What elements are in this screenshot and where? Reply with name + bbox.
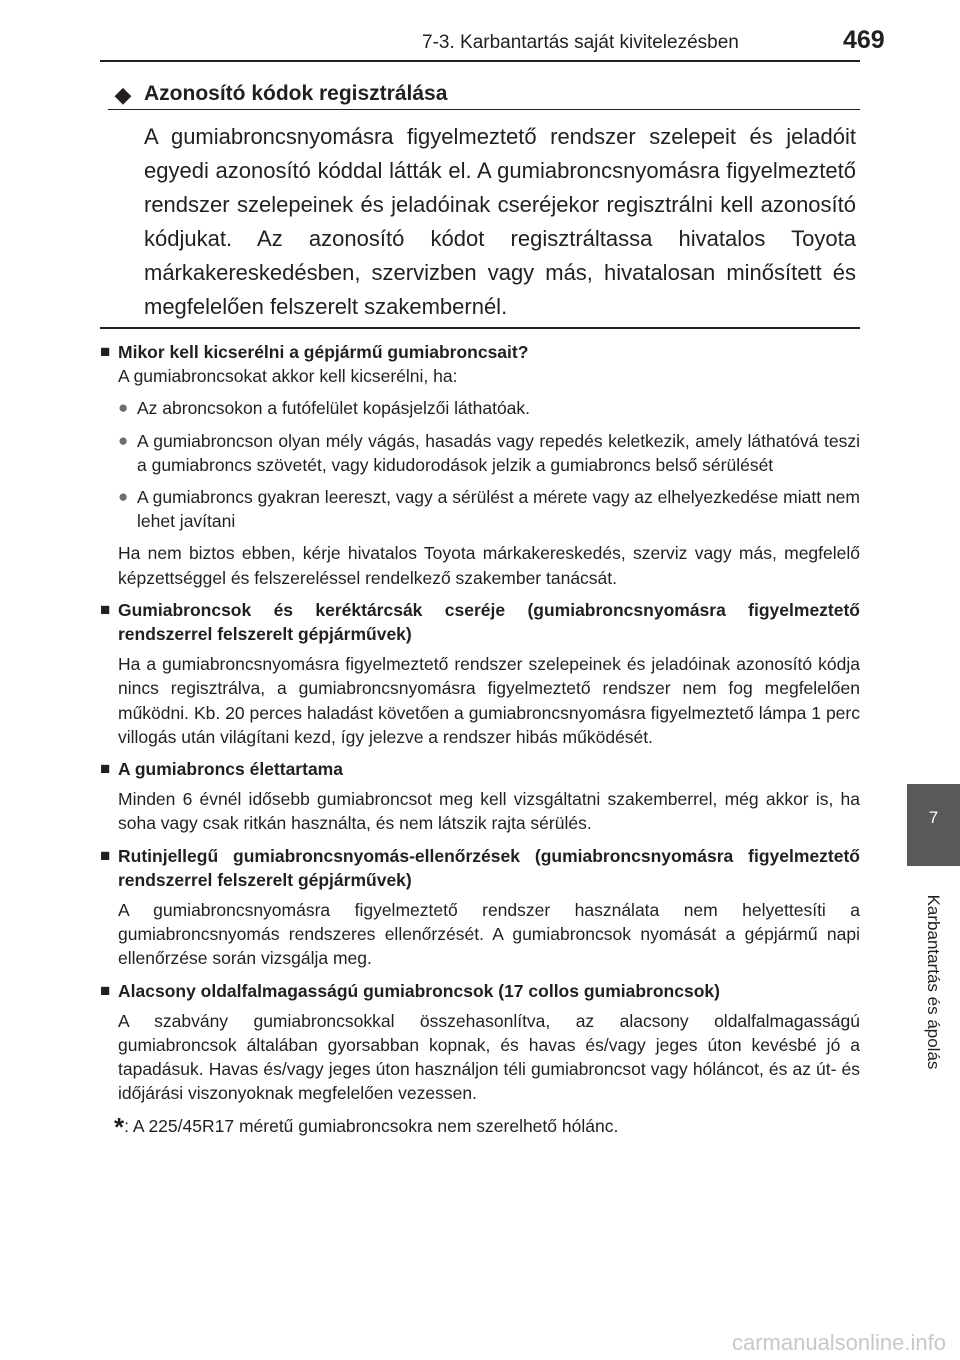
chapter-tab [907,784,960,866]
page-number: 469 [843,26,885,54]
topic-wheel-replacement [100,598,860,749]
circle-bullet-icon: ● [118,398,129,418]
square-bullet-icon: ■ [100,599,111,619]
topic-trailing: Ha nem biztos ebben, kérje hivatalos Toyota márkakereskedés, szerviz vagy más, megfelelő képzettséggel és felszereléssel rendelkező szakember tanácsát. [118,543,860,588]
list-item-text: Az abroncsokon a futófelület kopásjelzői láthatóak. [137,398,531,419]
square-bullet-icon: ■ [100,342,111,361]
topic-title: Gumiabroncsok és keréktárcsák cseréje (gumiabroncsnyomásra figyelmeztető rendszerrel felszerelt gépjárművek) [118,599,860,645]
topic-body: A szabvány gumiabroncsokkal összehasonlítva, az alacsony oldalfalmagasságú gumiabroncsok általában gyorsabban kopnak, és havas és/vagy jeges úton kevésbé jó a tapadásuk. Havas és/vagy jeges úton használjon téli gumiabroncsot vagy hóláncot, és az út- és időjárási viszonyoknak megfelelően vezessen. [118,1010,860,1104]
diamond-icon: ◆ [114,82,132,107]
topic-title: A gumiabroncs élettartama [118,759,343,780]
section-intro: A gumiabroncsnyomásra figyelmeztető rendszer szelepeit és jeladóit egyedi azonosító kóddal látták el. A gumiabroncsnyomásra figyelmeztető rendszer szelepeinek és jeladóinak cseréjekor regisztrálni kell azonosító kódjukat. Az azonosító kódot regisztráltassa hivatalos Toyota márkakereskedésben, szervizben vagy más, hivatalosan minősített és megfelelően felszerelt szakembernél. [144,124,856,319]
header-rule [100,60,860,62]
topic-heading [100,844,860,892]
topic-body: Minden 6 évnél idősebb gumiabroncsot meg kell vizsgáltatni szakemberrel, még akkor is, ha soha vagy csak ritkán használta, és nem látszik rajta sérülés. [118,789,860,834]
topic-title: Alacsony oldalfalmagasságú gumiabroncsok (17 collos gumiabroncsok) [118,980,720,1001]
chapter-side-label: Karbantartás és ápolás [924,894,943,1070]
topic-heading [100,598,860,646]
topic-title: Mikor kell kicserélni a gépjármű gumiabroncsait? [118,342,529,362]
circle-bullet-icon: ● [118,487,129,507]
page-header [0,0,960,60]
footnote [100,1111,860,1142]
footnote-text: : A 225/45R17 méretű gumiabroncsokra nem szerelhető hólánc. [124,1115,619,1136]
section-heading-text: Azonosító kódok regisztrálása [144,82,448,105]
list-item [100,429,860,477]
square-bullet-icon: ■ [100,845,111,865]
topic-tire-lifespan [100,757,860,836]
section-heading-rule [108,109,860,110]
watermark: carmanualsonline.info [731,1330,946,1355]
topic-tire-replacement [100,340,860,590]
square-bullet-icon: ■ [100,980,111,1000]
chapter-title: 7-3. Karbantartás saját kivitelezésben [422,32,739,53]
topic-title: Rutinjellegű gumiabroncsnyomás-ellenőrzések (gumiabroncsnyomásra figyelmeztető rendszerrel felszerelt gépjárművek) [118,845,860,890]
topic-lead: A gumiabroncsokat akkor kell kicserélni, ha: [118,366,458,387]
section-heading [108,80,860,108]
topic-low-profile-tires [100,979,860,1106]
topic-routine-checks [100,844,860,971]
topics-container [100,340,860,1142]
topic-heading [100,757,860,781]
footnote-marker: * [114,1111,125,1142]
chapter-tab-number: 7 [928,808,939,827]
topic-body: A gumiabroncsnyomásra figyelmeztető rendszer használata nem helyettesíti a gumiabroncsnyomás rendszeres ellenőrzését. A gumiabroncsok nyomását a gépjármű napi ellenőrzése során vizsgálja meg. [118,900,860,969]
topic-body: Ha a gumiabroncsnyomásra figyelmeztető rendszer szelepeinek és jeladóinak azonosító kódja nincs regisztrálva, a gumiabroncsnyomásra figyelmeztető rendszer nem fog megfelelően működni. Kb. 20 perces haladást követően a gumiabroncsnyomásra figyelmeztető lámpa 1 perc villogás után világítani kezd, így jelezve a rendszer hibás működését. [118,654,860,747]
topic-heading [100,340,860,364]
square-bullet-icon: ■ [100,759,111,779]
list-item-text: A gumiabroncs gyakran leereszt, vagy a sérülést a mérete vagy az elhelyezkedése miatt nem lehet javítani [137,487,860,532]
list-item [100,396,860,420]
list-item [100,485,860,533]
topic-heading [100,979,860,1003]
circle-bullet-icon: ● [118,430,129,450]
section-intro-rule [100,327,860,329]
list-item-text: A gumiabroncson olyan mély vágás, hasadás vagy repedés keletkezik, amely láthatóvá teszi a gumiabroncs szövetét, vagy kidudorodások jelzik a gumiabroncs belső sérülését [137,430,860,475]
